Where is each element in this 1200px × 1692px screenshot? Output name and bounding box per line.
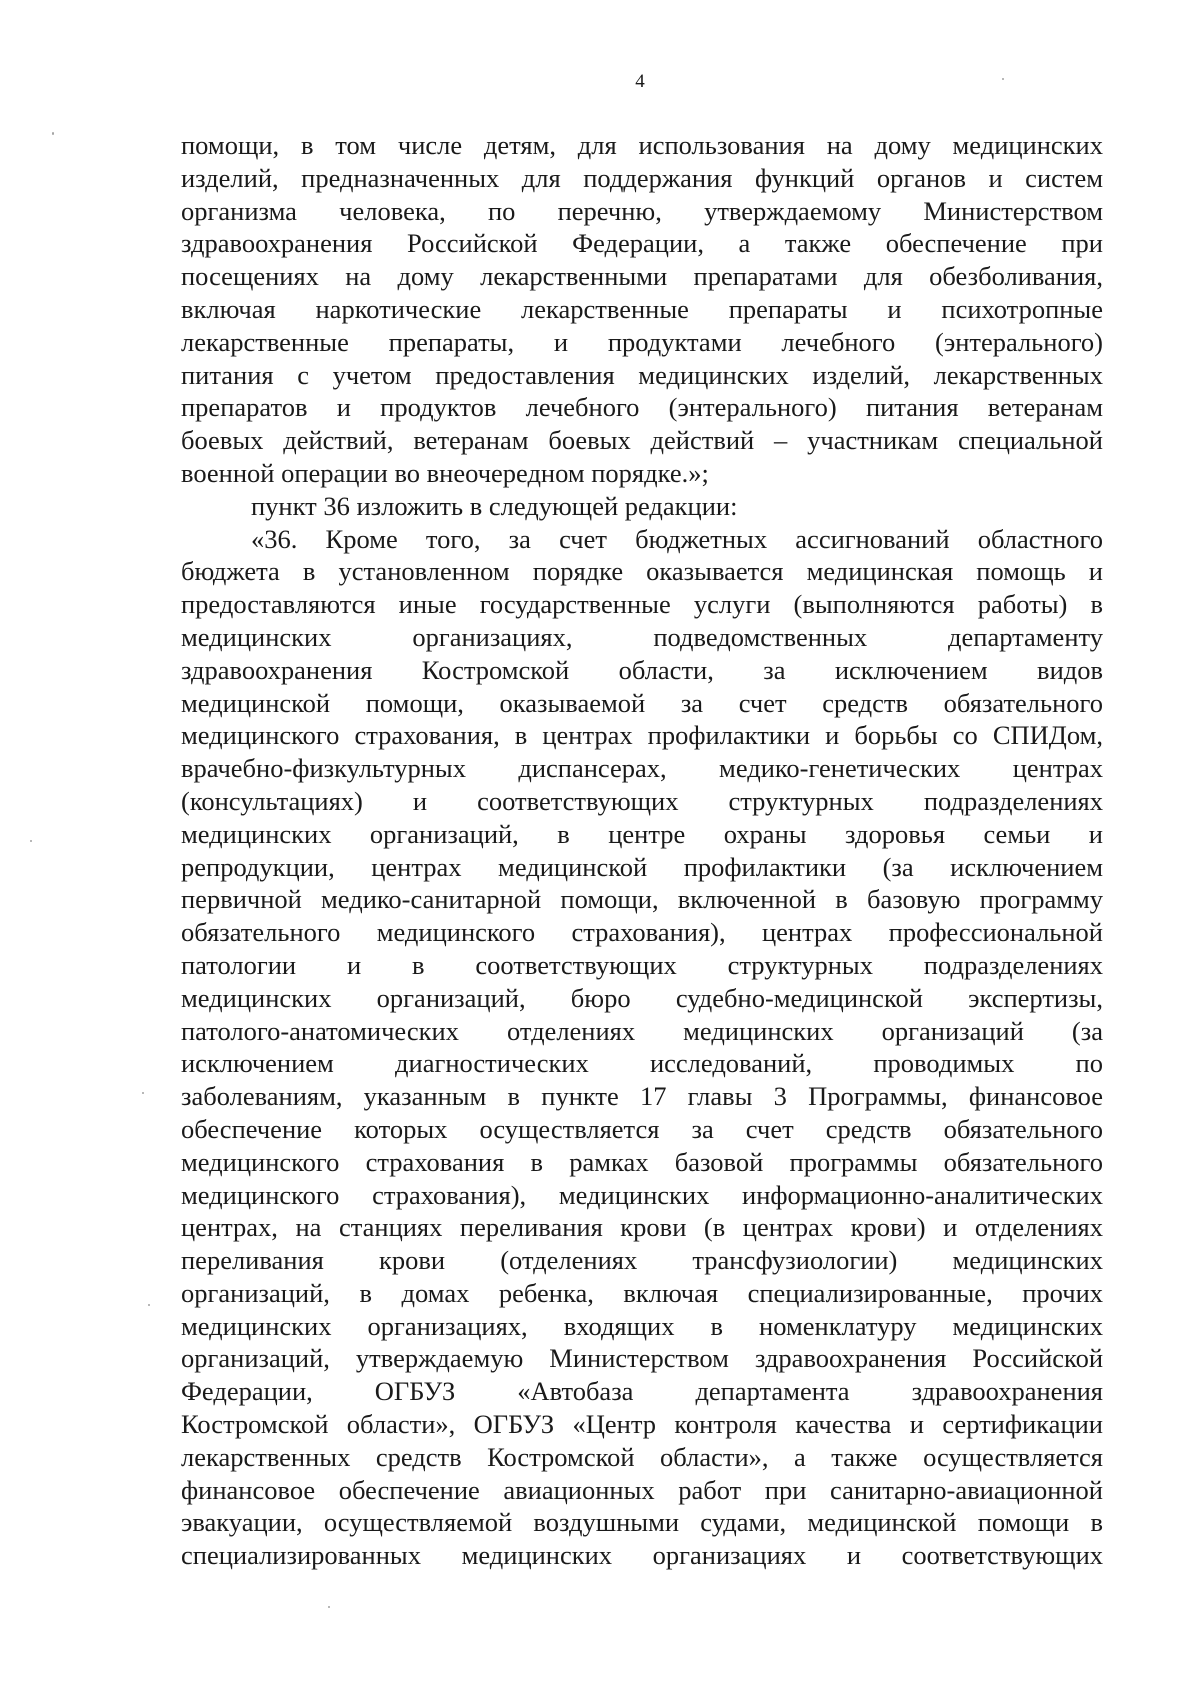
text-line: боевых действий, ветеранам боевых действий – участникам специальной	[181, 425, 1103, 456]
text-line: переливания крови (отделениях трансфузиологии) медицинских	[181, 1245, 1103, 1276]
text-line: медицинских организаций, в центре охраны здоровья семьи и	[181, 818, 1103, 849]
page-number: 4	[635, 71, 645, 92]
text-line: изделий, предназначенных для поддержания функций органов и систем	[181, 162, 1103, 193]
text-line: Костромской области», ОГБУЗ «Центр контроля качества и сертификации	[181, 1409, 1103, 1440]
text-line: медицинского страхования в рамках базовой программы обязательного	[181, 1146, 1103, 1177]
text-line: помощи, в том числе детям, для использования на дому медицинских	[181, 130, 1103, 160]
text-line: центрах, на станциях переливания крови (в центрах крови) и отделениях	[181, 1212, 1103, 1243]
text-line: предоставляются иные государственные услуги (выполняются работы) в	[181, 589, 1103, 620]
scan-speck	[142, 1092, 144, 1094]
text-line: заболеваниям, указанным в пункте 17 главы 3 Программы, финансовое	[181, 1081, 1103, 1112]
text-line: лекарственных средств Костромской области», а также осуществляется	[181, 1441, 1103, 1472]
text-line: обязательного медицинского страхования), центрах профессиональной	[181, 917, 1103, 948]
text-line: медицинского страхования), медицинских информационно-аналитических	[181, 1179, 1103, 1210]
text-line: патолого-анатомических отделениях медицинских организаций (за	[181, 1015, 1103, 1046]
text-line: питания с учетом предоставления медицинских изделий, лекарственных	[181, 359, 1103, 390]
text-line: пункт 36 изложить в следующей редакции:	[251, 490, 738, 521]
document-body	[181, 129, 1103, 1572]
scan-speck	[328, 1606, 330, 1608]
scan-speck	[148, 1304, 150, 1306]
text-line: включая наркотические лекарственные препараты и психотропные	[181, 293, 1103, 324]
text-line: первичной медико-санитарной помощи, включенной в базовую программу	[181, 884, 1103, 915]
text-line: бюджета в установленном порядке оказывается медицинская помощь и	[181, 556, 1103, 587]
text-line: медицинских организаций, бюро судебно-медицинской экспертизы,	[181, 982, 1103, 1013]
text-line: исключением диагностических исследований, проводимых по	[181, 1048, 1103, 1079]
text-line: посещениях на дому лекарственными препаратами для обезболивания,	[181, 261, 1103, 292]
text-line: врачебно-физкультурных диспансерах, медико-генетических центрах	[181, 753, 1103, 784]
text-line: лекарственные препараты, и продуктами лечебного (энтерального)	[181, 326, 1103, 357]
text-line: препаратов и продуктов лечебного (энтерального) питания ветеранам	[181, 392, 1103, 423]
text-line: финансовое обеспечение авиационных работ при санитарно-авиационной	[181, 1474, 1103, 1505]
text-line: организаций, утверждаемую Министерством здравоохранения Российской	[181, 1343, 1103, 1374]
scan-speck	[30, 840, 32, 842]
text-line: репродукции, центрах медицинской профилактики (за исключением	[181, 851, 1103, 882]
text-line: медицинских организациях, подведомственных департаменту	[181, 621, 1103, 652]
text-line: «36. Кроме того, за счет бюджетных ассигнований областного	[251, 523, 1103, 554]
text-line: специализированных медицинских организациях и соответствующих	[181, 1540, 1103, 1571]
text-line: здравоохранения Российской Федерации, а также обеспечение при	[181, 228, 1103, 259]
text-line: эвакуации, осуществляемой воздушными судами, медицинской помощи в	[181, 1507, 1103, 1538]
text-line: Федерации, ОГБУЗ «Автобаза департамента здравоохранения	[181, 1376, 1103, 1407]
text-line: медицинской помощи, оказываемой за счет средств обязательного	[181, 687, 1103, 718]
text-line: (консультациях) и соответствующих структурных подразделениях	[181, 785, 1103, 816]
text-line: здравоохранения Костромской области, за исключением видов	[181, 654, 1103, 685]
text-line: медицинских организациях, входящих в номенклатуру медицинских	[181, 1310, 1103, 1341]
text-line: медицинского страхования, в центрах профилактики и борьбы со СПИДом,	[181, 720, 1103, 751]
text-line: обеспечение которых осуществляется за счет средств обязательного	[181, 1113, 1103, 1144]
text-line: организма человека, по перечню, утверждаемому Министерством	[181, 195, 1103, 226]
scan-speck	[52, 132, 54, 135]
text-line: военной операции во внеочередном порядке.»;	[181, 457, 709, 488]
text-line: патологии и в соответствующих структурных подразделениях	[181, 949, 1103, 980]
scan-speck	[1002, 78, 1004, 80]
text-line: организаций, в домах ребенка, включая специализированные, прочих	[181, 1277, 1103, 1308]
